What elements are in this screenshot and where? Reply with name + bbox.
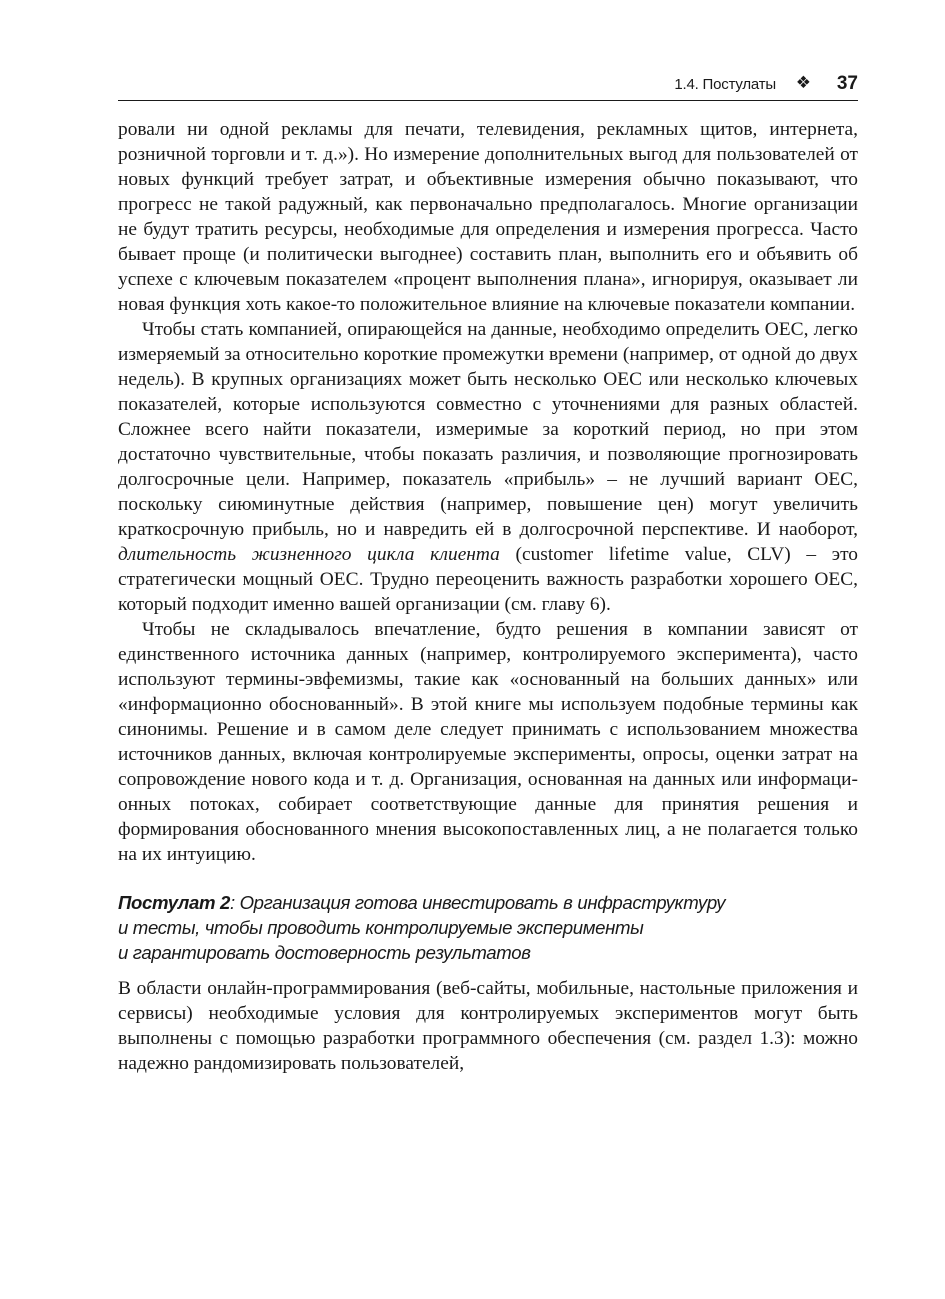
- clv-term: длительность жизненного цикла клиента: [118, 544, 500, 565]
- running-header: [118, 72, 858, 101]
- paragraph-oec-text-start: Чтобы стать компанией, опирающейся на данные, необходимо определить OEC, легко измеряемый за относительно короткие промежутки времени (например, от одной до двух недель). В крупных организациях может быть несколько OEC или несколько ключевых показателей, которые используются совместно с уточнениями для разных областей. Сложнее всего найти показатели, измеримые за короткий период, но при этом достаточно чувствительные, чтобы показать различия, и позволяющие прогнозировать долгосрочные цели. Например, показатель «прибыль» – не лучший вариант OEC, поскольку сиюминутные действия (например, повышение цен) могут увеличить краткосрочную прибыль, но и навредить ей в долгосрочной перспективе. И наоборот,: [118, 319, 859, 540]
- paragraph-oec: [118, 317, 858, 617]
- diamond-ornament-icon: ❖: [795, 73, 811, 92]
- paragraph-oec-text-end: (customer lifetime value, CLV) – это стратегически мощный OEC. Трудно переоценить важность разработки хорошего OEC, который подходит именно вашей организации (см. главу 6).: [118, 544, 858, 615]
- postulate-line-2: и тесты, чтобы проводить контролируемые эксперименты: [118, 917, 644, 938]
- section-title: 1.4. Постулаты: [674, 76, 776, 93]
- paragraph-online: В области онлайн-программирования (веб-сайты, мобильные, настольные приложения и сервисы) необходимые условия для контролируемых экспериментов могут быть выполнены с помощью разработки программного обеспечения (см. раздел 1.3): можно надежно рандомизировать пользователей,: [118, 978, 858, 1074]
- postulate-label: Постулат 2: [118, 892, 230, 913]
- paragraph-euphemisms: Чтобы не складывалось впечатление, будто решения в компании зависят от единственного источника данных (например, контролируемого эксперимента), часто используют термины-эвфемизмы, такие как «основанный на больших данных» или «информационно обоснованный». В этой книге мы используем подобные термины как синонимы. Решение и в самом деле следует принимать с использованием множества источников данных, включая контролируемые эксперименты, опросы, оценки затрат на сопровождение нового кода и т. д. Организация, основанная на данных или информационных потоках, собирает соответствующие данные для принятия решения и формирования обоснованного мнения высокопоставленных лиц, а не полагается только на их интуицию.: [118, 619, 858, 865]
- body-text: [118, 117, 858, 1076]
- paragraph-continued: ровали ни одной рекламы для печати, телевидения, рекламных щитов, интернета, розничной торговли и т. д.»). Но измерение дополнительных выгод для пользователей от новых функций требует затрат, и объективные измерения обычно показывают, что прогресс не такой радужный, как первоначально предполагалось. Многие организации не будут тратить ресурсы, необходимые для определения и измерения прогресса. Часто бывает проще (и политически выгоднее) составить план, выполнить его и объявить об успехе с ключевым показателем «процент выполнения плана», игнорируя, оказывает ли новая функция хоть какое-то положительное влияние на ключевые показатели компании.: [118, 119, 858, 315]
- postulate-line-1: [118, 890, 858, 915]
- postulate-line-3: и гарантировать достоверность результатов: [118, 942, 531, 963]
- postulate-heading: [118, 890, 858, 965]
- postulate-text-1: : Организация готова инвестировать в инфраструктуру: [229, 892, 726, 913]
- page-number: 37: [836, 73, 858, 94]
